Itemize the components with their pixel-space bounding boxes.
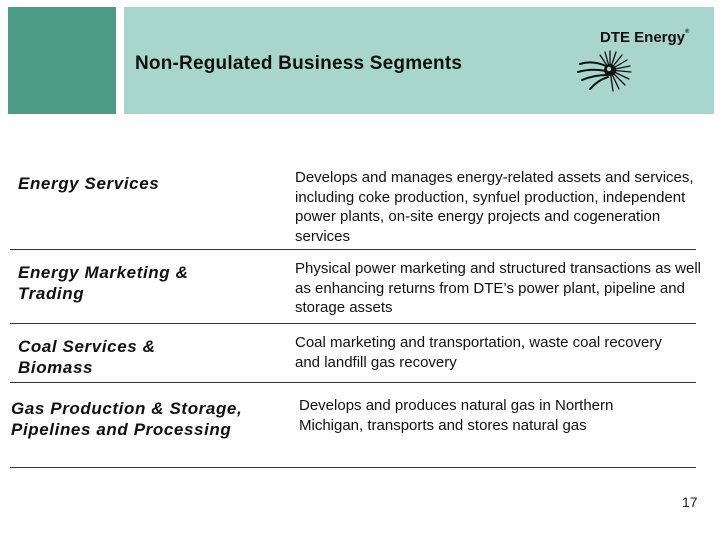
segment-description-energy-services: Develops and manages energy-related assets and services, including coke production, synfuel production, independent power plants, on-site energy projects and cogeneration services [295, 169, 694, 245]
segment-divider [10, 467, 696, 468]
logo-trademark: ® [685, 29, 690, 35]
segment-description-energy-marketing-trading: Physical power marketing and structured transactions as well as enhancing returns from DTE’s power plant, pipeline and storage assets [295, 260, 702, 316]
segment-divider [10, 323, 696, 324]
segment-divider [10, 382, 696, 383]
logo-name: DTE Energy [600, 29, 686, 46]
segment-name-coal-services-biomass: Coal Services & Biomass [18, 337, 156, 377]
segment-name-gas-production-storage: Gas Production & Storage, Pipelines and Processing [11, 399, 243, 439]
segment-divider [10, 249, 696, 250]
company-logo-text [600, 29, 689, 46]
segment-description-gas-production-storage: Develops and produces natural gas in Northern Michigan, transports and stores natural gas [299, 397, 614, 434]
segment-description-coal-services-biomass: Coal marketing and transportation, waste coal recovery and landfill gas recovery [295, 334, 662, 371]
page-number: 17 [682, 494, 698, 510]
page-title: Non-Regulated Business Segments [135, 53, 463, 74]
accent-square [8, 7, 116, 114]
segment-name-energy-services: Energy Services [18, 174, 160, 193]
slide-header [0, 0, 720, 118]
sunburst-logo-icon [576, 48, 634, 96]
segment-name-energy-marketing-trading: Energy Marketing & Trading [18, 263, 189, 303]
